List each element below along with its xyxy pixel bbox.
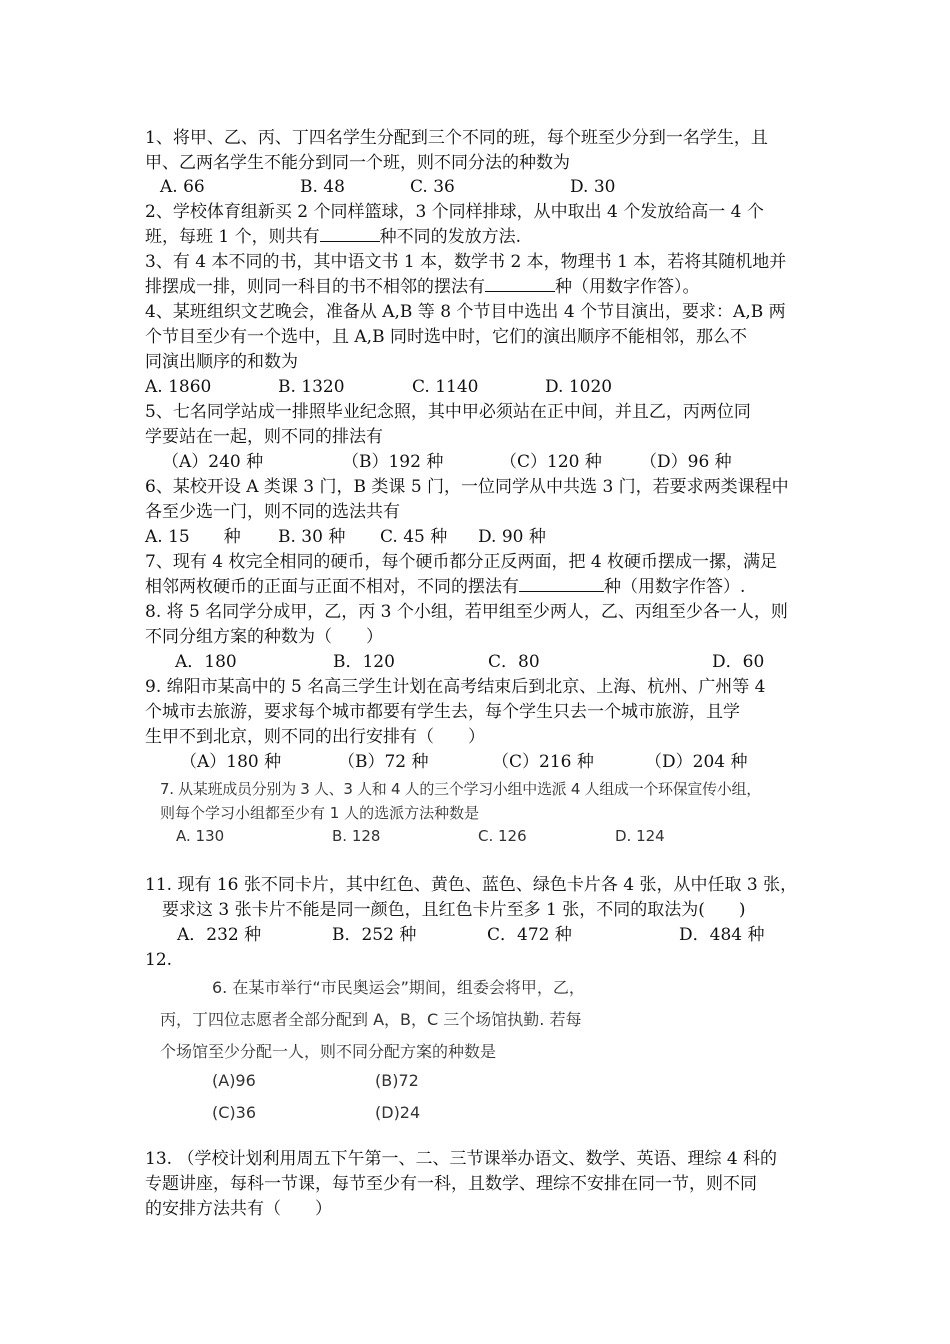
q5-option-d: （D）96 种 (640, 452, 732, 472)
q8-option-a: A．180 (175, 652, 237, 672)
q4-line-1: 4、某班组织文艺晚会，准备从 A,B 等 8 个节目中选出 4 个节目演出，要求：A,B 两 (145, 302, 786, 322)
q6-option-b: B. 30 种 (278, 527, 346, 547)
q8-line-1: 8. 将 5 名同学分成甲，乙，丙 3 个小组，若甲组至少两人，乙、丙组至少各一人，则 (145, 602, 788, 622)
q3-answer-blank (485, 275, 555, 292)
q1-option-a: A. 66 (160, 177, 205, 197)
q4-option-b: B. 1320 (278, 377, 345, 397)
q11-option-a: A．232 种 (177, 925, 262, 945)
q12-line-2: 丙，丁四位志愿者全部分配到 A，B，C 三个场馆执勤. 若每 (160, 1010, 582, 1029)
q2-text-b: 种不同的发放方法. (379, 227, 522, 247)
q10-line-2: 则每个学习小组都至少有 1 人的选派方法种数是 (160, 804, 480, 822)
q8-option-b: B．120 (333, 652, 395, 672)
q1-line-2: 甲、乙两名学生不能分到同一个班，则不同分法的种数为 (145, 153, 570, 173)
q4-line-3: 同演出顺序的和数为 (145, 352, 298, 372)
q9-line-3: 生甲不到北京，则不同的出行安排有（ ） (145, 727, 485, 747)
q4-option-a: A. 1860 (145, 377, 212, 397)
q7-line-2 (145, 575, 745, 599)
q12-number: 12. (145, 950, 173, 970)
q7-answer-blank (519, 575, 604, 592)
q12-option-b: (B)72 (375, 1071, 419, 1090)
q8-line-2: 不同分组方案的种数为（ ） (145, 627, 383, 647)
q1-option-b: B. 48 (300, 177, 345, 197)
q10-option-d: D. 124 (615, 827, 665, 845)
q7-text-a: 相邻两枚硬币的正面与正面不相对，不同的摆法有 (145, 577, 519, 597)
q6-option-c: C. 45 种 (380, 527, 448, 547)
q13-line-2: 专题讲座，每科一节课，每节至少有一科，且数学、理综不安排在同一节，则不同 (145, 1174, 757, 1194)
q10-option-c: C. 126 (478, 827, 527, 845)
q11-option-b: B．252 种 (332, 925, 417, 945)
q1-option-d: D. 30 (570, 177, 616, 197)
q9-option-d: （D）204 种 (645, 752, 748, 772)
q12-line-3: 个场馆至少分配一人，则不同分配方案的种数是 (160, 1042, 497, 1061)
q8-option-d: D．60 (712, 652, 765, 672)
q13-line-3: 的安排方法共有（ ） (145, 1199, 332, 1219)
q11-option-d: D．484 种 (679, 925, 765, 945)
q3-text-a: 排摆成一排，则同一科目的书不相邻的摆法有 (145, 277, 485, 297)
q12-option-d: (D)24 (375, 1103, 421, 1122)
q6-option-d: D. 90 种 (478, 527, 546, 547)
q12-option-a: (A)96 (212, 1071, 256, 1090)
q5-line-1: 5、七名同学站成一排照毕业纪念照，其中甲必须站在正中间，并且乙，丙两位同 (145, 402, 751, 422)
q2-text-a: 班，每班 1 个，则共有 (145, 227, 320, 247)
q3-line-2 (145, 275, 700, 299)
q4-option-c: C. 1140 (412, 377, 479, 397)
q6-line-1: 6、某校开设 A 类课 3 门，B 类课 5 门，一位同学从中共选 3 门，若要求两类课程中 (145, 477, 789, 497)
q11-option-c: C．472 种 (487, 925, 572, 945)
q5-line-2: 学要站在一起，则不同的排法有 (145, 427, 383, 447)
q9-option-b: （B）72 种 (338, 752, 429, 772)
q4-line-2: 个节目至少有一个选中，且 A,B 同时选中时，它们的演出顺序不能相邻，那么不 (145, 327, 747, 347)
q7-line-1: 7、现有 4 枚完全相同的硬币，每个硬币都分正反两面，把 4 枚硬币摆成一摞，满足 (145, 552, 778, 572)
q10-option-b: B. 128 (332, 827, 381, 845)
q8-option-c: C．80 (488, 652, 540, 672)
q5-option-b: （B）192 种 (342, 452, 444, 472)
q4-option-d: D. 1020 (545, 377, 613, 397)
q1-line-1: 1、将甲、乙、丙、丁四名学生分配到三个不同的班，每个班至少分到一名学生，且 (145, 128, 768, 148)
q5-option-a: （A）240 种 (162, 452, 264, 472)
q5-option-c: （C）120 种 (500, 452, 602, 472)
q13-line-1: 13. （学校计划利用周五下午第一、二、三节课举办语文、数学、英语、理综 4 科的 (145, 1149, 778, 1169)
q3-line-1: 3、有 4 本不同的书，其中语文书 1 本，数学书 2 本，物理书 1 本，若将其随机地并 (145, 252, 787, 272)
q6-line-2: 各至少选一门，则不同的选法共有 (145, 502, 400, 522)
q2-answer-blank (320, 225, 380, 242)
q9-option-a: （A）180 种 (180, 752, 282, 772)
q6-option-a: A. 15 种 (145, 527, 241, 547)
q11-line-2: 要求这 3 张卡片不能是同一颜色，且红色卡片至多 1 张，不同的取法为( ) (162, 900, 746, 920)
q7-text-b: 种（用数字作答）. (604, 577, 746, 597)
q10-scanned-image (160, 778, 800, 848)
q3-text-b: 种（用数字作答）。 (555, 277, 700, 297)
q2-line-2 (145, 225, 521, 249)
q10-option-a: A. 130 (176, 827, 225, 845)
q1-option-c: C. 36 (410, 177, 455, 197)
q2-line-1: 2、学校体育组新买 2 个同样篮球，3 个同样排球，从中取出 4 个发放给高一 4 个 (145, 202, 764, 222)
q9-line-2: 个城市去旅游，要求每个城市都要有学生去，每个学生只去一个城市旅游，且学 (145, 702, 740, 722)
q12-scanned-image (160, 970, 640, 1130)
q10-line-1: 7. 从某班成员分别为 3 人、3 人和 4 人的三个学习小组中选派 4 人组成一个环保宣传小组， (160, 780, 761, 798)
q12-line-1: 6. 在某市举行“市民奥运会”期间，组委会将甲，乙， (212, 978, 585, 997)
q9-line-1: 9. 绵阳市某高中的 5 名高三学生计划在高考结束后到北京、上海、杭州、广州等 4 (145, 677, 766, 697)
q11-line-1: 11. 现有 16 张不同卡片，其中红色、黄色、蓝色、绿色卡片各 4 张，从中任取 3 张， (145, 875, 798, 895)
q12-option-c: (C)36 (212, 1103, 257, 1122)
q9-option-c: （C）216 种 (492, 752, 594, 772)
